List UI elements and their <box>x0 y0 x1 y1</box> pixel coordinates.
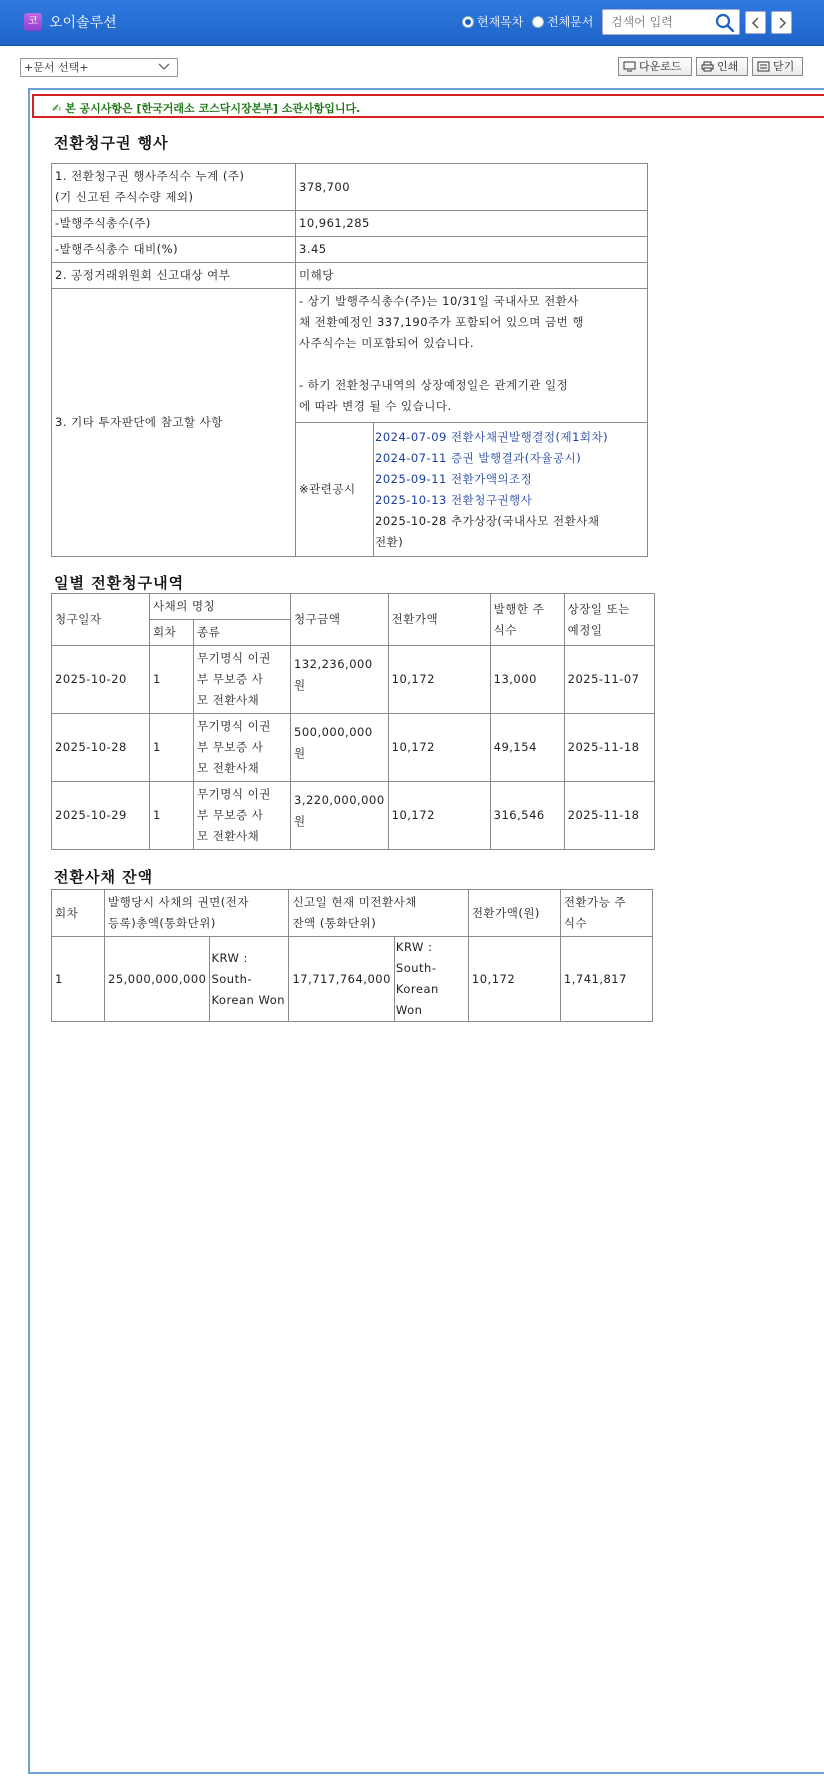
daily-claims-table <box>51 593 655 850</box>
cell-price: 10,172 <box>388 782 490 850</box>
type-line: 모 전환사채 <box>197 761 260 775</box>
cell-round: 1 <box>150 646 194 714</box>
cell-shares: 1,741,817 <box>560 937 652 1022</box>
radio-all-docs[interactable] <box>532 13 593 30</box>
header-cell <box>105 890 289 937</box>
radio-current-label: 현재목차 <box>477 15 524 29</box>
cell-issue-amount: 25,000,000,000 <box>105 937 210 1022</box>
bond-balance-table <box>51 889 653 1022</box>
header-cell: 청구금액 <box>291 594 389 646</box>
type-line: 부 무보증 사 <box>197 740 264 754</box>
currency-line: South- <box>395 961 437 975</box>
cell-remain-amount: 17,717,764,000 <box>289 937 394 1022</box>
close-label: 닫기 <box>773 60 795 73</box>
prev-button[interactable] <box>745 11 766 34</box>
cell-price: 10,172 <box>388 714 490 782</box>
document-close-icon <box>757 61 770 72</box>
related-disclosure-text: 전환) <box>375 534 404 549</box>
header-line: 예정일 <box>567 622 603 637</box>
type-line: 무기명식 이권 <box>197 787 271 801</box>
label-line: 1. 전환청구권 행사주식수 누계 (주) <box>55 169 245 183</box>
top-bar <box>0 0 824 46</box>
radio-icon[interactable] <box>532 16 544 28</box>
search-icon[interactable] <box>715 13 735 33</box>
table-cell-value: 3.45 <box>296 237 648 263</box>
cell-type <box>194 782 291 850</box>
cell-date: 2025-10-28 <box>52 714 150 782</box>
table-row <box>52 263 648 289</box>
table-cell-label: -발행주식총수(주) <box>52 211 296 237</box>
header-cell: 청구일자 <box>52 594 150 646</box>
app-logo-icon: 코 <box>24 13 42 31</box>
table-row <box>52 289 648 423</box>
table-cell-value: 378,700 <box>296 164 648 211</box>
header-cell: 사채의 명칭 <box>150 594 291 620</box>
printer-icon <box>701 61 714 72</box>
header-cell: 회차 <box>52 890 105 937</box>
amount-line: 132,236,000 <box>294 657 373 671</box>
header-line: 식수 <box>563 916 588 930</box>
type-line: 부 무보증 사 <box>197 808 264 822</box>
notice-label: 본 공시사항은 [한국거래소 코스닥시장본부] 소관사항입니다. <box>65 102 361 115</box>
cell-amount <box>291 782 389 850</box>
cell-currency <box>394 937 468 1022</box>
table-row <box>52 237 648 263</box>
header-cell <box>564 594 654 646</box>
table-cell-value: 10,961,285 <box>296 211 648 237</box>
table-header-row <box>52 890 653 937</box>
monitor-icon <box>623 61 636 72</box>
other-text-line: 채 전환예정인 337,190주가 포함되어 있으며 금번 행 <box>299 315 584 329</box>
pointing-hand-icon: ✍ <box>52 102 62 115</box>
header-cell: 종류 <box>194 620 291 646</box>
header-line: 신고일 현재 미전환사채 <box>292 895 417 909</box>
cell-round: 1 <box>52 937 105 1022</box>
table-cell-label: 3. 기타 투자판단에 참고할 사항 <box>52 289 296 557</box>
header-line: 식수 <box>493 622 517 637</box>
table-cell-label <box>52 164 296 211</box>
type-line: 무기명식 이권 <box>197 651 271 665</box>
amount-line: 원 <box>294 814 306 828</box>
related-disclosure-link[interactable]: 2025-10-13 전환청구권행사 <box>375 492 533 507</box>
next-button[interactable] <box>771 11 792 34</box>
chevron-right-icon <box>777 17 787 29</box>
cell-type <box>194 646 291 714</box>
toolbar <box>0 46 824 88</box>
related-disclosure-link[interactable]: 2025-09-11 전환가액의조정 <box>375 471 533 486</box>
amount-line: 3,220,000,000 <box>294 793 385 807</box>
currency-line: Korean Won <box>395 982 439 1017</box>
table-header-row <box>52 594 655 620</box>
radio-current-toc[interactable] <box>462 13 523 30</box>
app-title: 오이솔루션 <box>49 15 117 31</box>
table-row <box>52 164 648 211</box>
header-line: 등록)총액(통화단위) <box>108 916 216 930</box>
header-cell: 전환가액 <box>388 594 490 646</box>
header-line: 상장일 또는 <box>567 601 630 616</box>
related-disclosure-label: ※관련공시 <box>296 423 374 557</box>
label-line: (기 신고된 주식수량 제외) <box>55 190 194 204</box>
other-text-line: - 하기 전환청구내역의 상장예정일은 관계기관 일정 <box>299 378 569 392</box>
currency-line: KRW : <box>395 940 433 954</box>
cell-date: 2025-10-20 <box>52 646 150 714</box>
header-cell <box>289 890 468 937</box>
type-line: 부 무보증 사 <box>197 672 264 686</box>
other-text-line: - 상기 발행주식총수(주)는 10/31일 국내사모 전환사 <box>299 294 580 308</box>
cell-shares: 13,000 <box>490 646 564 714</box>
type-line: 모 전환사채 <box>197 829 260 843</box>
header-cell <box>490 594 564 646</box>
currency-line: KRW : <box>211 950 248 965</box>
document-select[interactable] <box>20 58 178 77</box>
cell-listing: 2025-11-18 <box>564 782 654 850</box>
close-button[interactable] <box>752 57 803 76</box>
section-title-bond-balance: 전환사채 잔액 <box>54 868 154 886</box>
header-cell: 전환가액(원) <box>468 890 560 937</box>
print-label: 인쇄 <box>717 60 739 73</box>
search-box[interactable] <box>602 9 740 35</box>
cell-amount <box>291 714 389 782</box>
cell-listing: 2025-11-18 <box>564 714 654 782</box>
cell-listing: 2025-11-07 <box>564 646 654 714</box>
notice-banner <box>32 94 824 118</box>
header-cell <box>560 890 652 937</box>
other-info-cell <box>296 289 648 423</box>
header-line: 전환가능 주 <box>563 895 627 909</box>
chevron-left-icon <box>751 17 761 29</box>
amount-line: 원 <box>294 746 306 760</box>
amount-line: 원 <box>294 678 306 692</box>
cell-date: 2025-10-29 <box>52 782 150 850</box>
conversion-summary-table <box>51 163 648 557</box>
other-text-line: 에 따라 변경 될 수 있습니다. <box>299 399 452 413</box>
currency-line: South- <box>211 971 253 986</box>
other-text-line: 사주식수는 미포함되어 있습니다. <box>299 336 474 350</box>
cell-shares: 316,546 <box>490 782 564 850</box>
table-row <box>52 782 655 850</box>
radio-all-label: 전체문서 <box>547 15 594 29</box>
cell-currency <box>210 937 289 1022</box>
cell-round: 1 <box>150 782 194 850</box>
table-row <box>52 714 655 782</box>
related-disclosure-link[interactable]: 2024-07-11 증권 발행결과(자율공시) <box>375 450 582 465</box>
related-disclosure-link[interactable]: 2024-07-09 전환사채권발행결정(제1회차) <box>375 429 609 444</box>
header-cell: 회차 <box>150 620 194 646</box>
cell-amount <box>291 646 389 714</box>
related-disclosure-text: 2025-10-28 추가상장(국내사모 전환사채 <box>375 513 600 528</box>
table-row <box>52 211 648 237</box>
table-row <box>52 937 653 1022</box>
currency-line: Korean Won <box>211 992 286 1007</box>
cell-price: 10,172 <box>468 937 560 1022</box>
amount-line: 500,000,000 <box>294 725 373 739</box>
radio-icon[interactable] <box>462 16 474 28</box>
cell-shares: 49,154 <box>490 714 564 782</box>
header-line: 발행당시 사채의 권면(전자 <box>108 895 249 909</box>
table-cell-label: 2. 공정거래위원회 신고대상 여부 <box>52 263 296 289</box>
cell-price: 10,172 <box>388 646 490 714</box>
type-line: 무기명식 이권 <box>197 719 271 733</box>
table-cell-label: -발행주식총수 대비(%) <box>52 237 296 263</box>
section-title-daily-claims: 일별 전환청구내역 <box>54 574 185 592</box>
print-button[interactable] <box>696 57 748 76</box>
type-line: 모 전환사채 <box>197 693 260 707</box>
header-line: 잔액 (통화단위) <box>292 916 377 930</box>
chevron-down-icon <box>157 61 171 73</box>
header-line: 발행한 주 <box>493 601 545 616</box>
cell-round: 1 <box>150 714 194 782</box>
download-label: 다운로드 <box>639 60 682 73</box>
notice-text <box>52 100 360 116</box>
table-row <box>52 646 655 714</box>
search-input[interactable] <box>603 10 713 34</box>
download-button[interactable] <box>618 57 692 76</box>
table-cell-value: 미해당 <box>296 263 648 289</box>
related-disclosure-list <box>374 423 648 557</box>
section-title-conversion-exercise: 전환청구권 행사 <box>54 134 169 152</box>
spacer <box>299 354 644 375</box>
document-select-value: +문서 선택+ <box>24 61 89 74</box>
cell-type <box>194 714 291 782</box>
